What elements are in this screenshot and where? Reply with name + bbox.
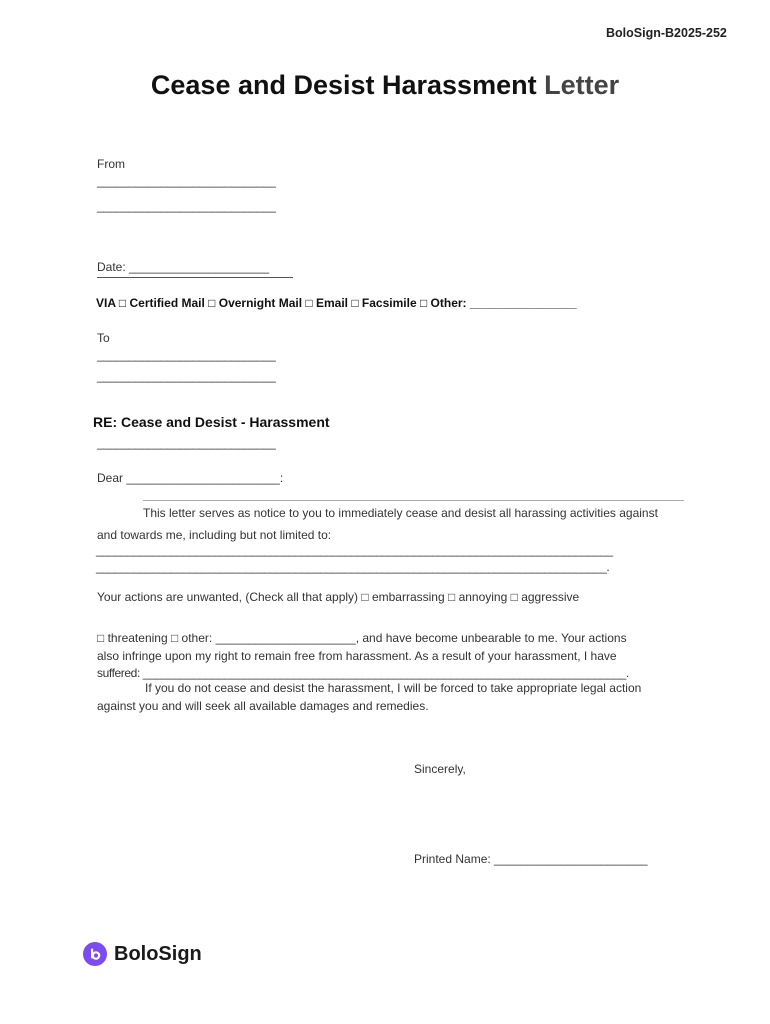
to-label: To [97, 331, 110, 345]
blank-line-1[interactable]: ___________________________________________________________________________________ [96, 543, 613, 557]
para2-line2: also infringe upon my right to remain free from harassment. As a result of your harassment, I have [97, 649, 617, 663]
date-divider [97, 277, 293, 278]
brand-name: BoloSign [114, 942, 202, 965]
via-options[interactable]: VIA □ Certified Mail □ Overnight Mail □ Email □ Facsimile □ Other: ________________ [96, 296, 577, 310]
to-line-1[interactable]: ____________________________ [97, 348, 276, 362]
sincerely: Sincerely, [414, 762, 466, 776]
re-line[interactable]: ____________________________ [97, 436, 276, 450]
from-label: From [97, 157, 125, 171]
para-divider [143, 500, 684, 501]
suffered-field[interactable]: suffered: _____________________________________________________________________________. [97, 666, 629, 680]
para1-line2: and towards me, including but not limited to: [97, 528, 332, 542]
from-line-1[interactable]: ____________________________ [97, 174, 276, 188]
dear-salutation[interactable]: Dear _______________________: [97, 471, 284, 485]
to-line-2[interactable]: ____________________________ [97, 369, 276, 383]
b-glyph-icon [88, 947, 102, 961]
bolosign-logo [83, 942, 202, 966]
blank-line-2[interactable]: __________________________________________________________________________________. [96, 560, 610, 574]
bolosign-logo-icon [83, 942, 107, 966]
date-field[interactable]: Date: _____________________ [97, 260, 270, 274]
para3-line2: against you and will seek all available damages and remedies. [97, 699, 429, 713]
page-title [0, 70, 770, 101]
actions-checklist[interactable]: Your actions are unwanted, (Check all that apply) □ embarrassing □ annoying □ aggressive [97, 590, 580, 604]
para3-line1: If you do not cease and desist the harassment, I will be forced to take appropriate legal action [145, 681, 642, 695]
title-main: Cease and Desist Harassment [150, 70, 537, 100]
printed-name-field[interactable]: Printed Name: _______________________ [414, 852, 648, 866]
para1-line1: This letter serves as notice to you to immediately cease and desist all harassing activities against [143, 506, 658, 520]
para2-line1[interactable]: □ threatening □ other: _____________________, and have become unbearable to me. Your actions [97, 631, 627, 645]
title-last-word: Letter [544, 70, 620, 100]
from-line-2[interactable]: ____________________________ [97, 199, 276, 213]
re-heading: RE: Cease and Desist - Harassment [93, 414, 330, 430]
document-id: BoloSign-B2025-252 [606, 26, 727, 40]
